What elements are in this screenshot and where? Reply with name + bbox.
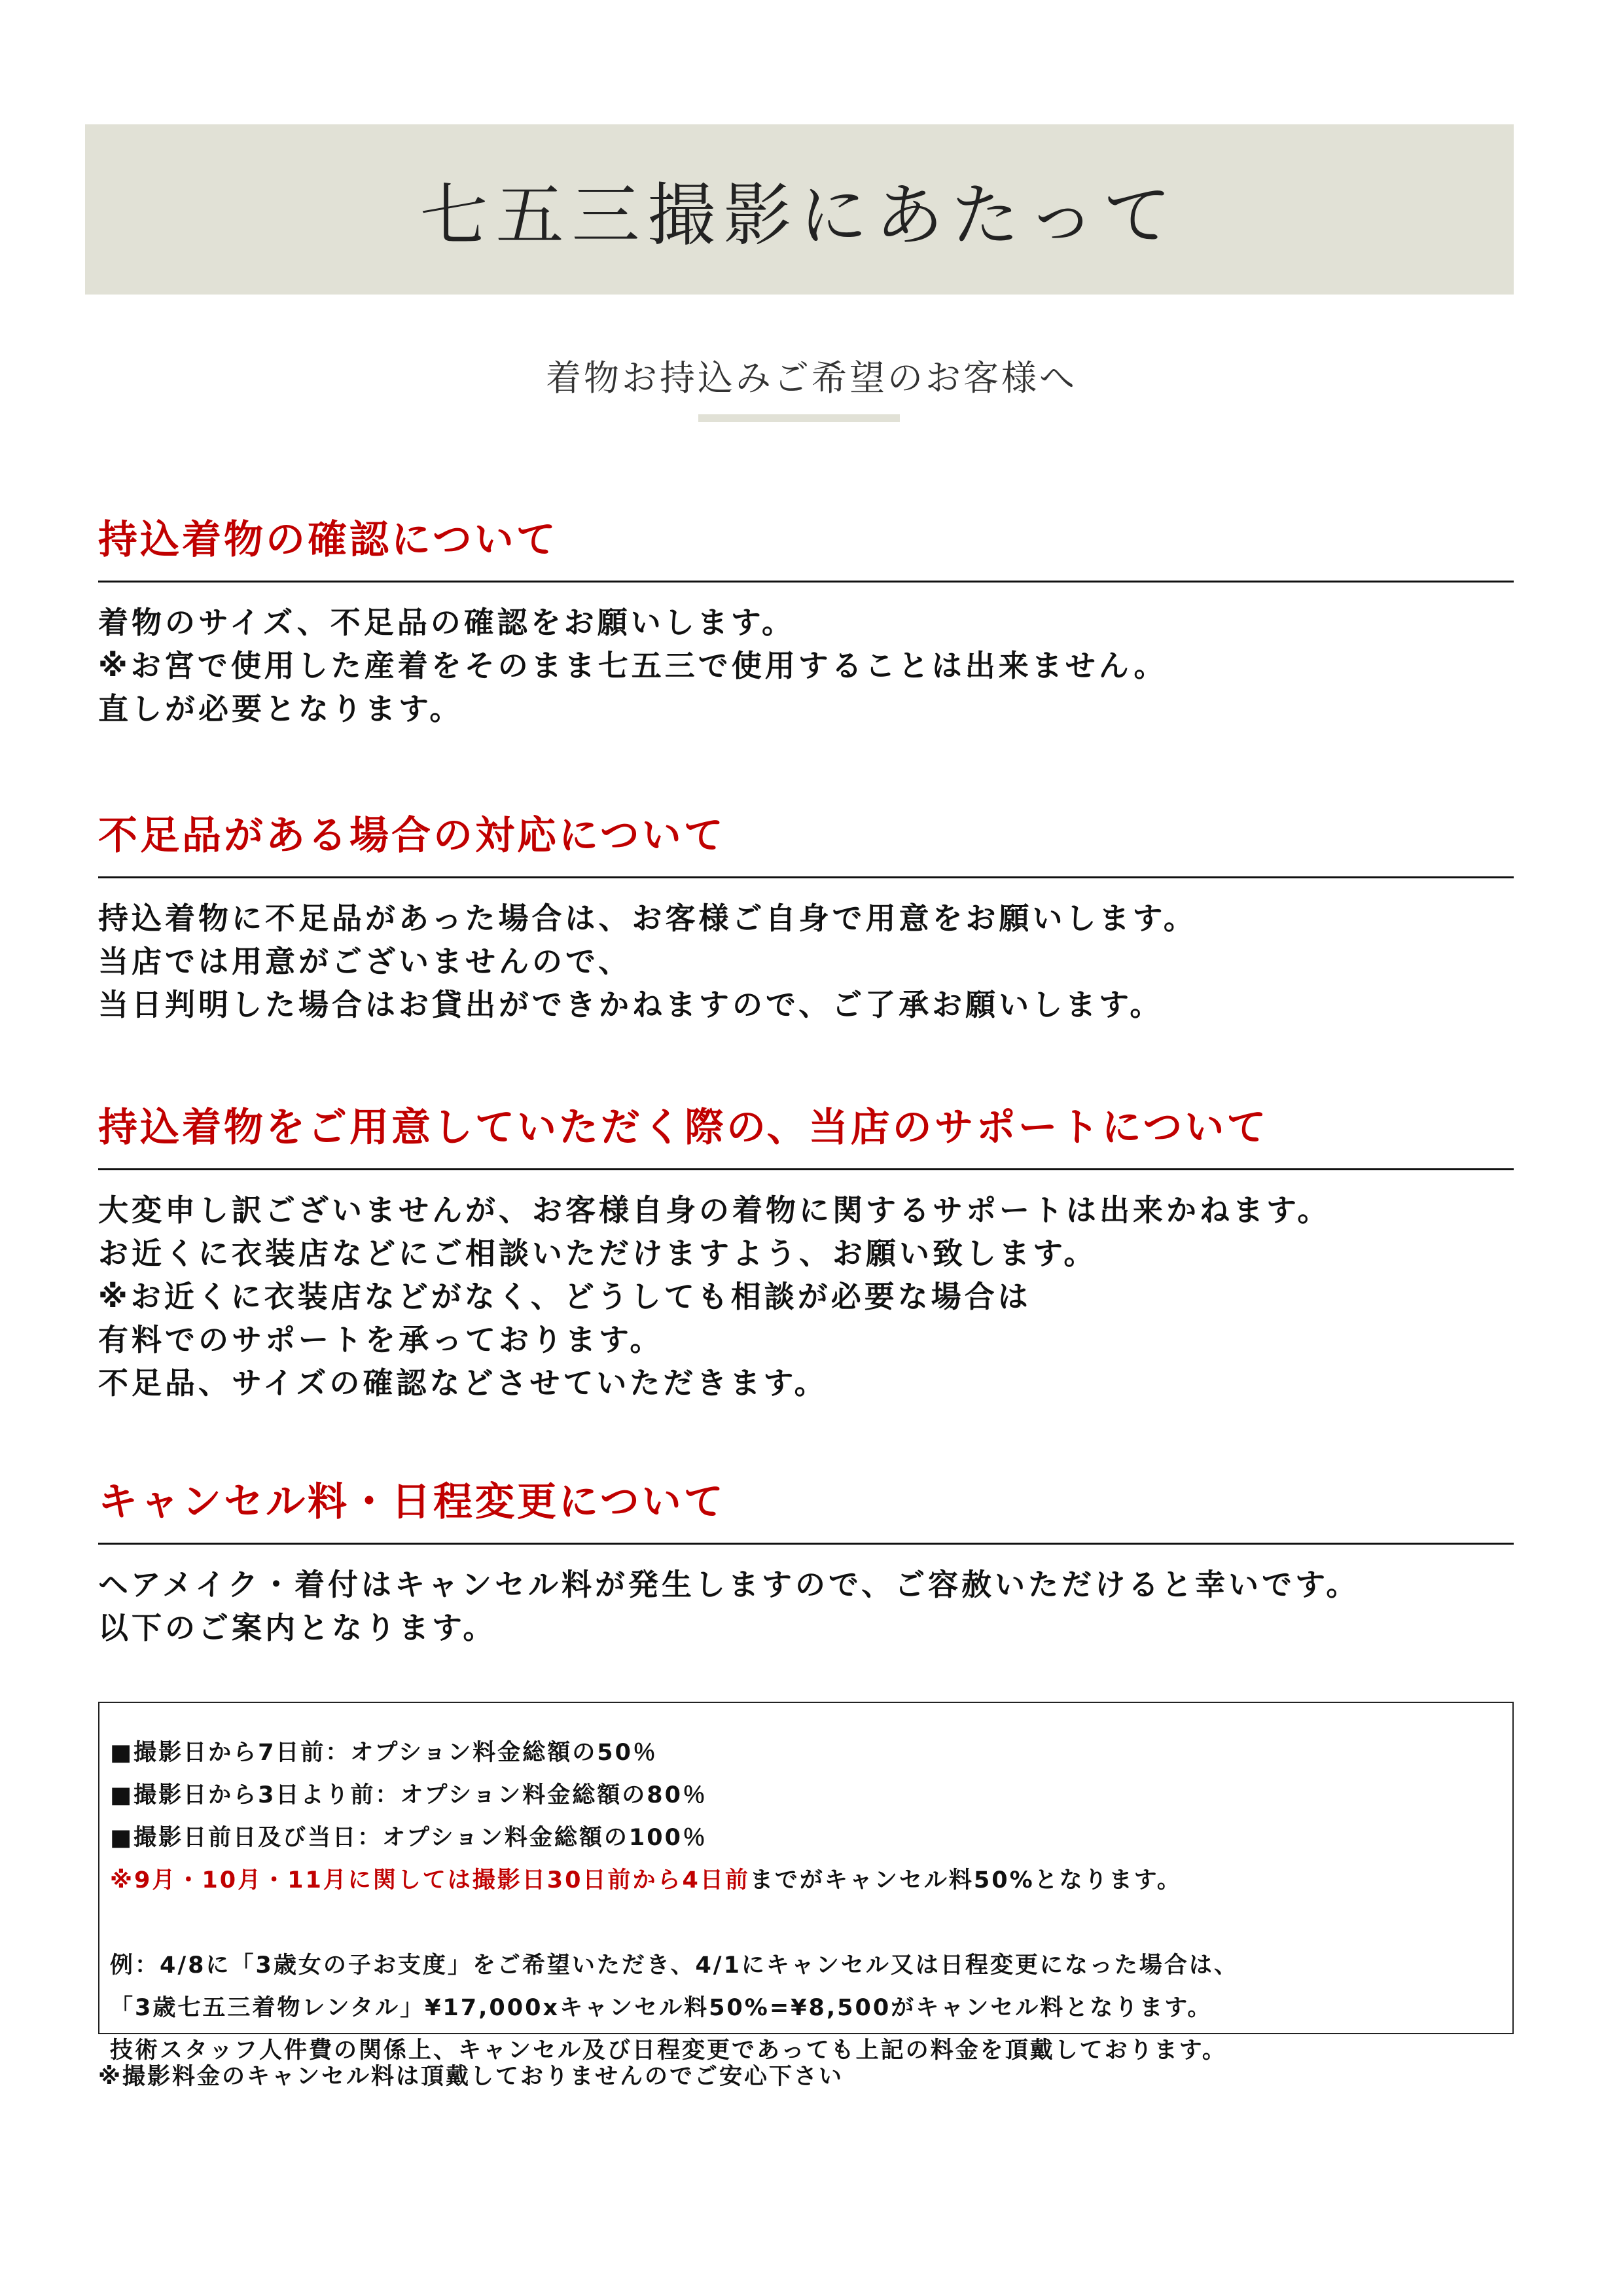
body-line: 当店では用意がございませんので、 xyxy=(98,944,632,979)
body-line: 当日判明した場合はお貸出ができかねますので、ご了承お願いします。 xyxy=(98,987,1164,1022)
spacer xyxy=(110,1902,1502,1945)
section-divider xyxy=(98,581,1514,583)
body-line: 着物のサイズ、不足品の確認をお願いします。 xyxy=(98,605,796,640)
cancellation-fee-box xyxy=(98,1702,1514,2064)
season-note-rest: までがキャンセル料50%となります。 xyxy=(749,1867,1182,1893)
page-subtitle: 着物お持込みご希望のお客様へ xyxy=(546,357,1077,399)
section-body xyxy=(98,601,1514,730)
section-kimono-check xyxy=(98,514,1514,730)
body-line: 不足品、サイズの確認などさせていただきます。 xyxy=(98,1365,828,1401)
section-divider xyxy=(98,1168,1514,1170)
subtitle-underline xyxy=(698,414,900,422)
body-line: お近くに衣装店などにご相談いただけますよう、お願い致します。 xyxy=(98,1236,1097,1271)
body-line: ※お近くに衣装店などがなく、どうしても相談が必要な場合は xyxy=(98,1279,1031,1314)
body-line: 有料でのサポートを承っております。 xyxy=(98,1322,664,1357)
section-body xyxy=(98,1189,1514,1405)
footer-note: ※撮影料金のキャンセル料は頂戴しておりませんのでご安心下さい xyxy=(98,2064,844,2090)
example-line: 「3歳七五三着物レンタル」¥17,000xキャンセル料50%=¥8,500がキャンセル料となります。 xyxy=(110,1995,1213,2021)
section-body xyxy=(98,1563,1514,1649)
section-heading: 持込着物をご用意していただく際の、当店のサポートについて xyxy=(98,1105,1269,1151)
title-banner xyxy=(85,124,1514,295)
body-line: 持込着物に不足品があった場合は、お客様ご自身で用意をお願いします。 xyxy=(98,901,1197,936)
body-line: ヘアメイク・着付はキャンセル料が発生しますので、ご容赦いただけると幸いです。 xyxy=(98,1567,1360,1602)
section-heading: 不足品がある場合の対応について xyxy=(98,813,726,859)
section-divider xyxy=(98,876,1514,878)
body-line: 直しが必要となります。 xyxy=(98,691,463,726)
season-note-highlight: ※9月・10月・11月に関しては撮影日30日前から4日前 xyxy=(110,1867,750,1893)
section-cancellation xyxy=(98,1476,1514,1649)
example-line: 例：4/8に「3歳女の子お支度」をご希望いただき、4/1にキャンセル又は日程変更になった場合は、 xyxy=(110,1952,1239,1979)
body-line: ※お宮で使用した産着をそのまま七五三で使用することは出来ません。 xyxy=(98,648,1168,683)
season-note xyxy=(110,1859,1502,1902)
fee-line: ■撮影日前日及び当日：オプション料金総額の100％ xyxy=(110,1825,707,1851)
section-heading: キャンセル料・日程変更について xyxy=(98,1479,726,1525)
section-missing-items xyxy=(98,810,1514,1026)
body-line: 大変申し訳ございませんが、お客様自身の着物に関するサポートは出来かねます。 xyxy=(98,1193,1331,1228)
fee-line: ■撮影日から3日より前：オプション料金総額の80％ xyxy=(110,1782,707,1808)
page-title: 七五三撮影にあたって xyxy=(419,175,1179,255)
section-heading: 持込着物の確認について xyxy=(98,517,558,563)
section-divider xyxy=(98,1543,1514,1545)
example-line: 技術スタッフ人件費の関係上、キャンセル及び日程変更であっても上記の料金を頂戴しております。 xyxy=(110,2037,1227,2064)
section-support xyxy=(98,1102,1514,1405)
section-body xyxy=(98,897,1514,1026)
fee-line: ■撮影日から7日前：オプション料金総額の50％ xyxy=(110,1740,658,1766)
body-line: 以下のご案内となります。 xyxy=(98,1610,497,1645)
